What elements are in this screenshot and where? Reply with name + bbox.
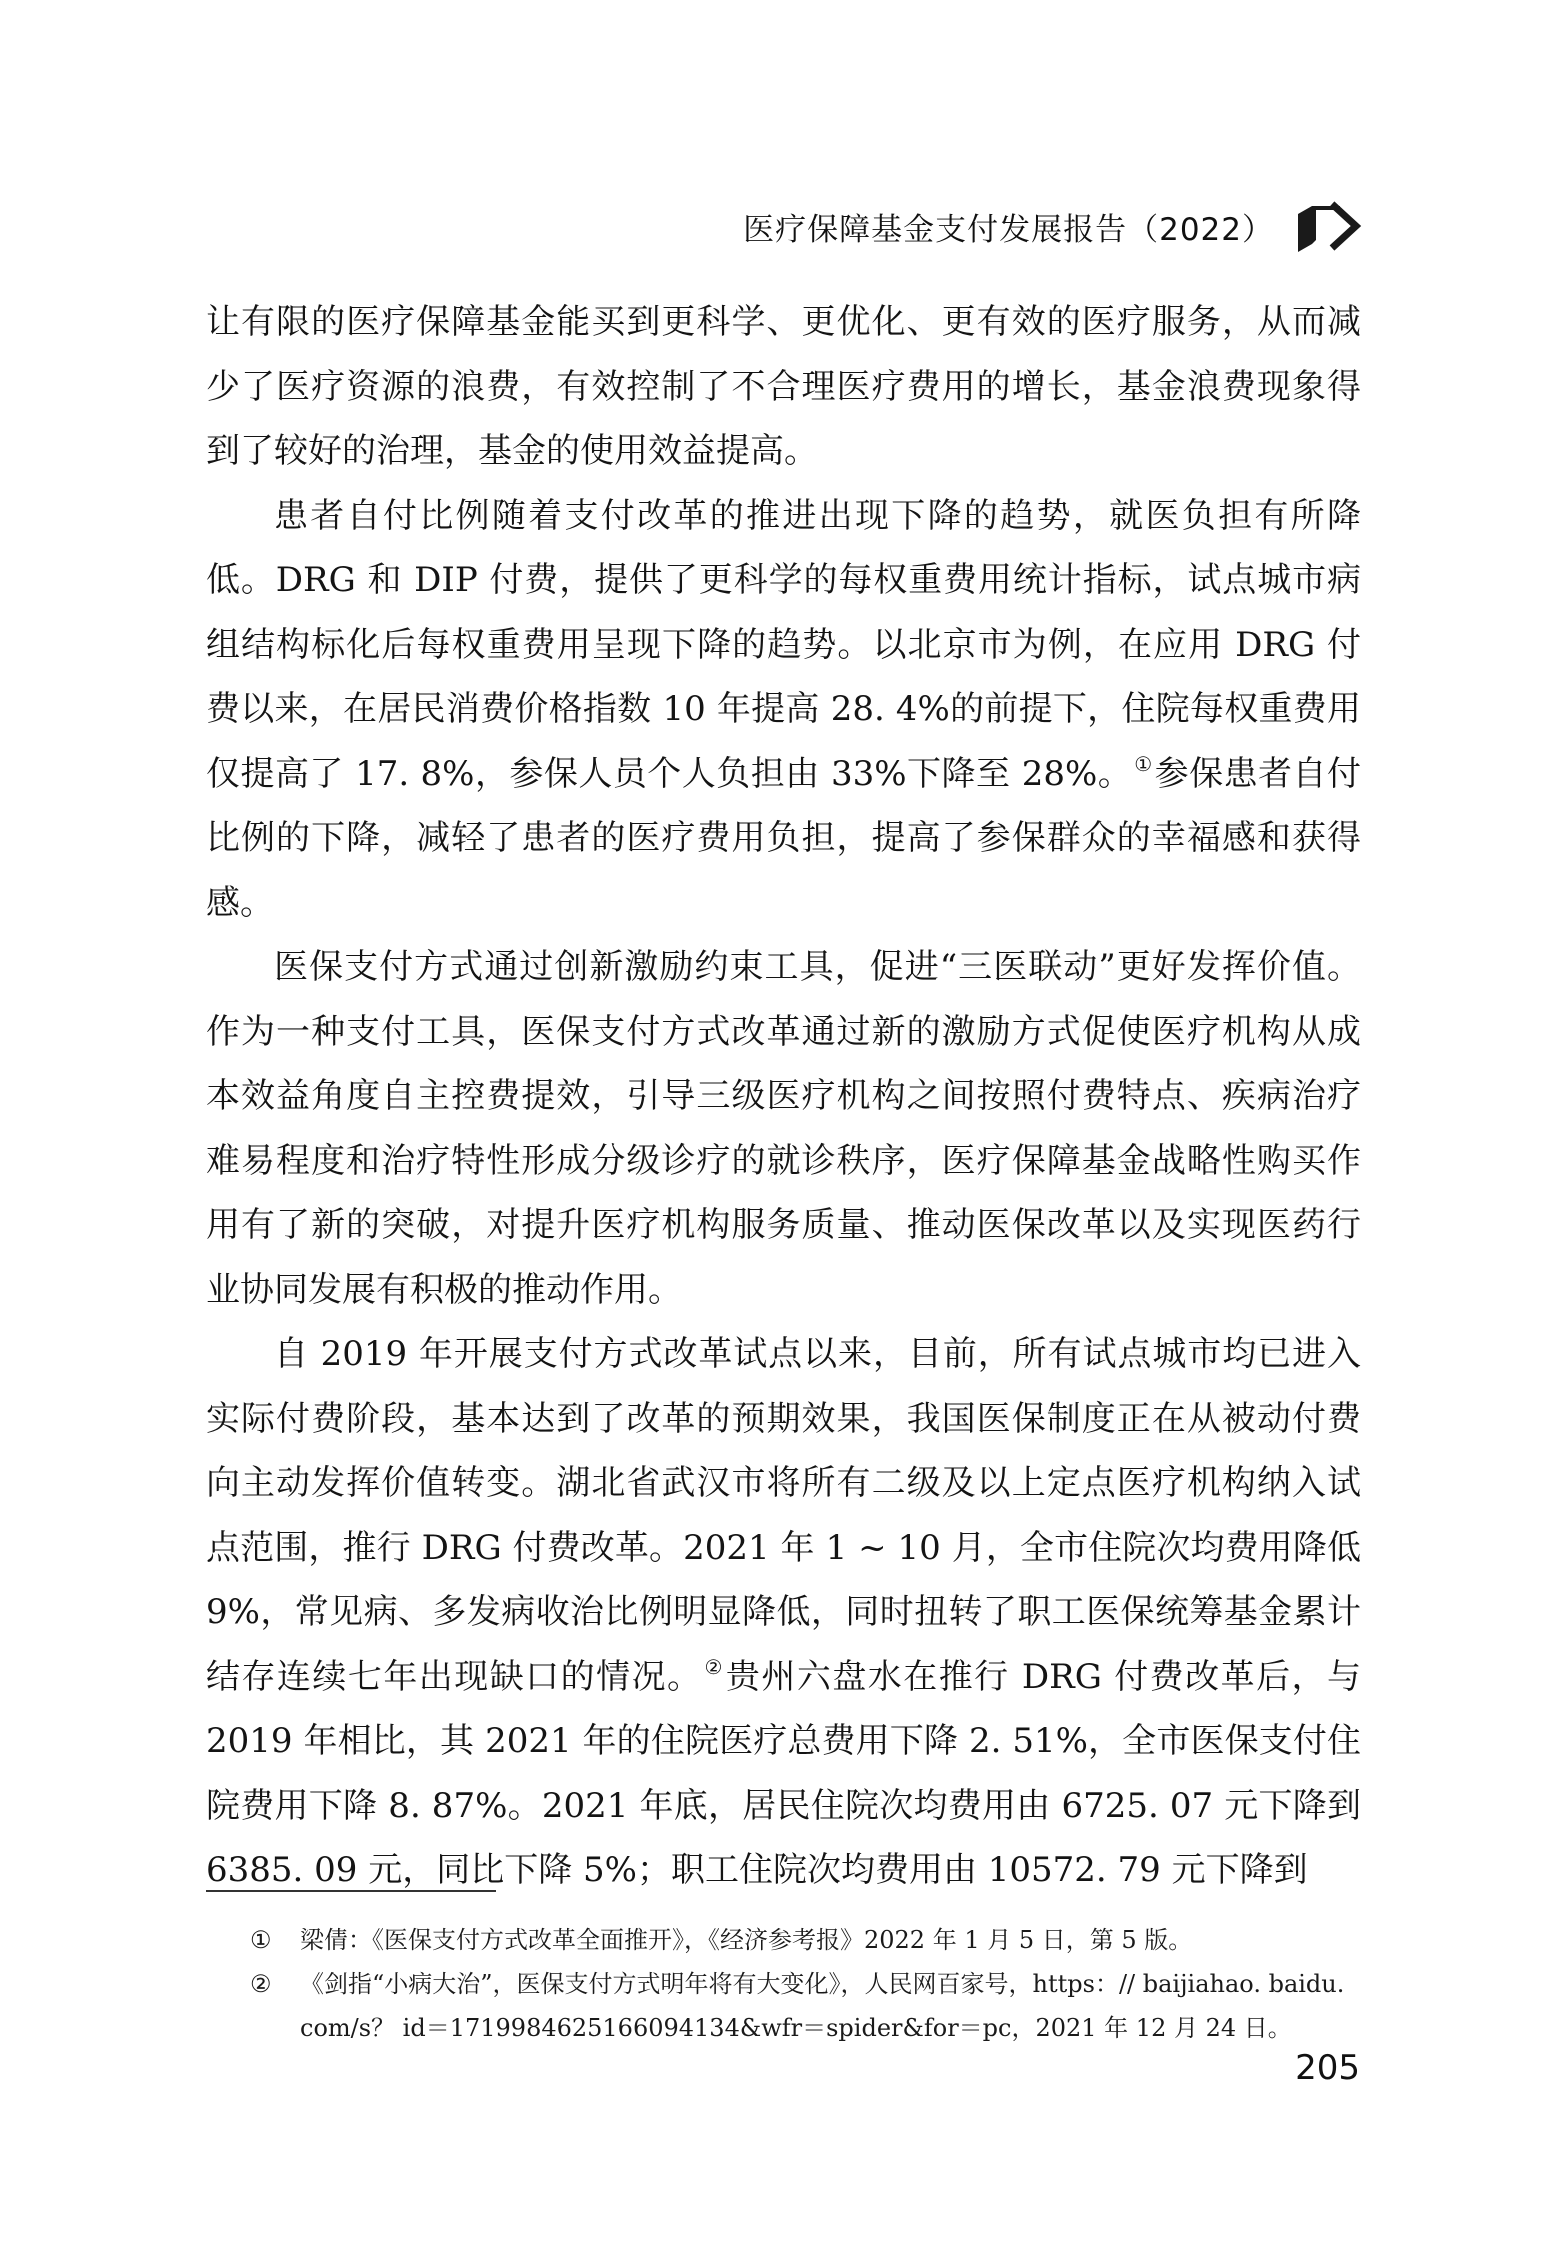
running-header	[743, 196, 1366, 256]
footnote-ref-2: ②	[704, 1654, 724, 1679]
main-text	[206, 290, 1361, 1903]
footnote-2-mark: ②	[250, 1970, 272, 1998]
footnote-1-text: 梁倩：《医保支付方式改革全面推开》，《经济参考报》2022 年 1 月 5 日，第 5 版。	[300, 1926, 1193, 1954]
book-chevron-logo-icon	[1296, 198, 1366, 254]
footnote-2	[250, 1962, 1365, 2050]
paragraph-patient-burden	[206, 484, 1361, 936]
footnote-1	[250, 1918, 1365, 1962]
paragraph-three-medical-linkage: 医保支付方式通过创新激励约束工具，促进“三医联动”更好发挥价值。作为一种支付工具，医保支付方式改革通过新的激励方式促使医疗机构从成本效益角度自主控费提效，引导三级医疗机构之间按照付费特点、疾病治疗难易程度和治疗特性形成分级诊疗的就诊秩序，医疗保障基金战略性购买作用有了新的突破，对提升医疗机构服务质量、推动医保改革以及实现医药行业协同发展有积极的推动作用。	[206, 947, 1361, 1310]
page-number: 205	[1295, 2048, 1360, 2088]
running-header-title: 医疗保障基金支付发展报告（2022）	[743, 211, 1274, 248]
footnotes	[250, 1918, 1365, 2050]
paragraph-pilot-results	[206, 1322, 1361, 1903]
paragraph-patient-burden-text-b: 参保患者自付比例的下降，减轻了患者的医疗费用负担，提高了参保群众的幸福感和获得感。	[206, 753, 1361, 923]
footnote-divider	[206, 1890, 496, 1892]
paragraph-continued: 让有限的医疗保障基金能买到更科学、更优化、更有效的医疗服务，从而减少了医疗资源的浪费，有效控制了不合理医疗费用的增长，基金浪费现象得到了较好的治理，基金的使用效益提高。	[206, 302, 1361, 471]
footnote-2-text: 《剑指“小病大治”，医保支付方式明年将有大变化》，人民网百家号，https：// baijiahao. baidu. com/s？ id＝1719984625166094134&wfr＝spider&for＝pc，2021 年 12 月 24 日。	[300, 1970, 1345, 2042]
paragraph-pilot-results-text-a: 自 2019 年开展支付方式改革试点以来，目前，所有试点城市均已进入实际付费阶段，基本达到了改革的预期效果，我国医保制度正在从被动付费向主动发挥价值转变。湖北省武汉市将所有二级及以上定点医疗机构纳入试点范围，推行 DRG 付费改革。2021 年 1 ~ 10 月，全市住院次均费用降低 9%，常见病、多发病收治比例明显降低，同时扭转了职工医保统筹基金累计结存连续七年出现缺口的情况。	[206, 1334, 1361, 1697]
paragraph-patient-burden-text-a: 患者自付比例随着支付改革的推进出现下降的趋势，就医负担有所降低。DRG 和 DIP 付费，提供了更科学的每权重费用统计指标，试点城市病组结构标化后每权重费用呈现下降的趋势。以北京市为例，在应用 DRG 付费以来，在居民消费价格指数 10 年提高 28. 4%的前提下，住院每权重费用仅提高了 17. 8%，参保人员个人负担由 33%下降至 28%。	[206, 495, 1361, 794]
paragraph-pilot-results-text-b: 贵州六盘水在推行 DRG 付费改革后，与 2019 年相比，其 2021 年的住院医疗总费用下降 2. 51%，全市医保支付住院费用下降 8. 87%。2021 年底，居民住院次均费用由 6725. 07 元下降到 6385. 09 元，同比下降 5%；职工住院次均费用由 10572. 79 元下降到	[206, 1656, 1361, 1890]
footnote-1-mark: ①	[250, 1926, 272, 1954]
footnote-ref-1: ①	[1134, 751, 1153, 776]
